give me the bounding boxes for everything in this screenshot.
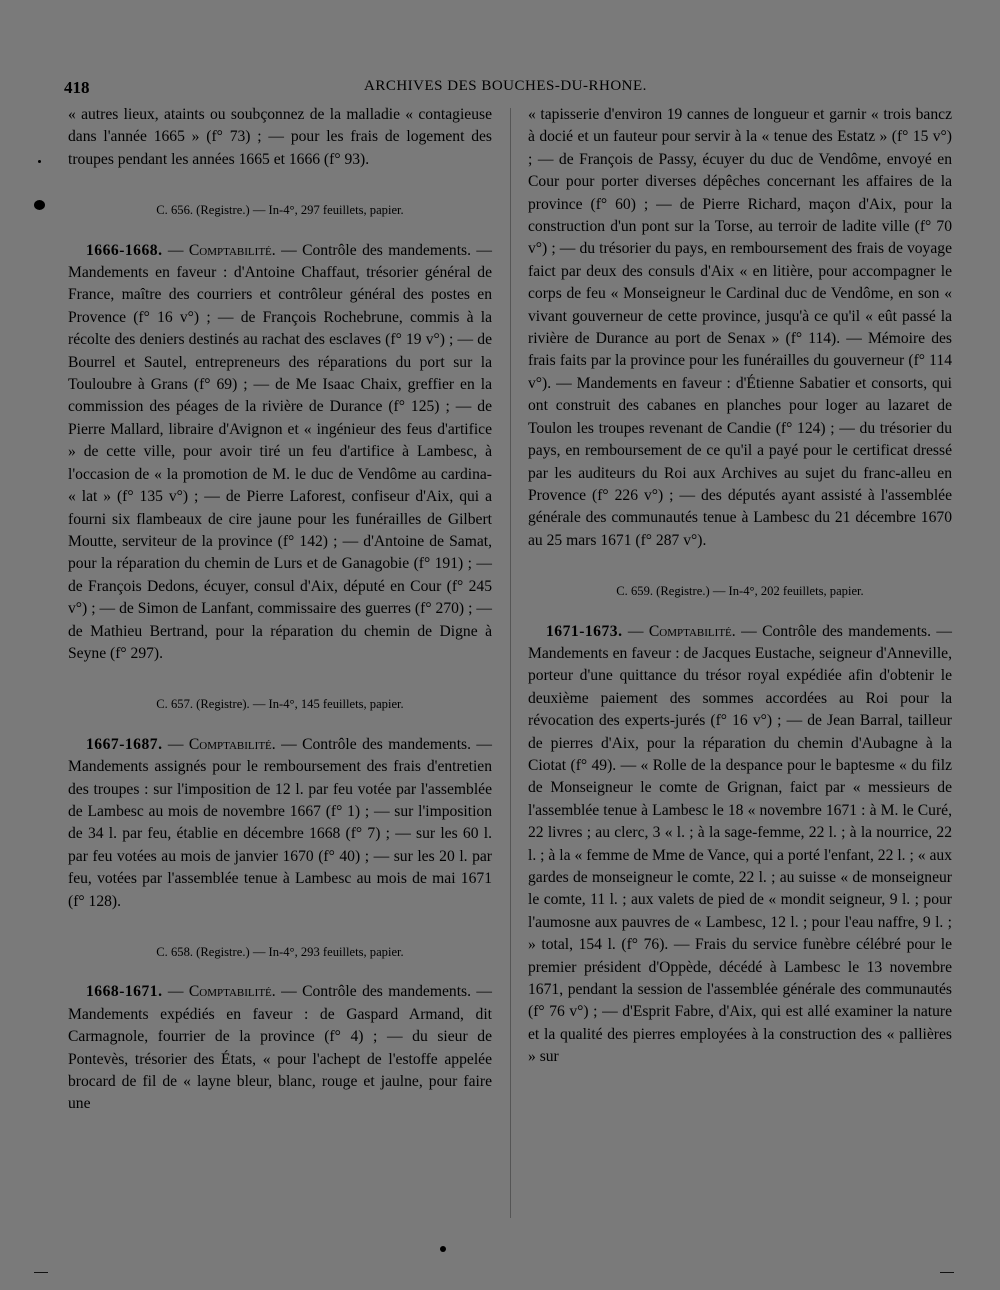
- entry-date: 1668-1671.: [86, 983, 163, 1001]
- entry-body: 1671-1673. — Comptabilité. — Contrôle des mandements. — Mandements en faveur : de Jacques Eustache, seigneur d'Anneville, porteur d'une quittance du trésor royal expédiée afin d'obtenir le deuxième paiement des sommes accordées au Roi pour la révocation des experts-jurés (f° 16 v°) ; — de Jean Barral, tailleur de pierres d'Aix, pour la réparation du chemin d'Aubagne à la Ciotat (f° 49). — « Rolle de la despance pour le baptesme « du filz de Monseigneur le comte de Grignan, faict par « messieurs de l'assemblée tenue à Lambesc le 18 « novembre 1671 : à M. le Curé, 22 livres ; au clerc, 3 « l. ; à la sage-femme, 22 l. ; à la nourrice, 22 l. ; à la « femme de Mme de Vance, qui a porté l'enfant, 22 l. ; « aux gardes de monseigneur le comte, 22 l. ; au suisse « de monseigneur le comte, 11 l. ; aux valets de pied de « mondit seigneur, 9 l. ; pour l'aumosne aux pauvres de « Lambesc, 12 l. ; pour l'eau naffre, 9 l. ; » total, 154 l. (f° 76). — Frais du service funèbre célébré pour le premier président d'Oppède, décédé à Lambesc le 13 novembre 1671, pendant la session de l'assemblée générale des communautés (f° 76 v°) ; — d'Esprit Fabre, d'Aix, qui est allé examiner la nature et la qualité des pierres employées à la construction des « pallières » sur: [528, 622, 953, 1066]
- margin-dash-mark: [940, 1272, 954, 1273]
- entry-c656: [68, 199, 492, 665]
- entry-rubric: Comptabilité.: [188, 735, 276, 753]
- ink-dot-mark: [38, 160, 41, 163]
- entry-reference: C. 659. (Registre.) — In-4°, 202 feuillets, papier.: [616, 584, 864, 599]
- margin-dash-mark: [34, 1272, 48, 1273]
- page-header: [64, 78, 948, 100]
- entry-c659: [528, 580, 952, 1069]
- entry-rubric: Comptabilité.: [648, 622, 736, 640]
- entry-reference: C. 657. (Registre). — In-4°, 145 feuillets, papier.: [156, 697, 404, 712]
- continued-text: « autres lieux, ataints ou soubçonnez de la malladie « contagieuse dans l'année 1665 » (f° 73) ; — pour les frais de logement des troupes pendant les années 1665 et 1666 (f° 93).: [68, 106, 492, 168]
- running-title: ARCHIVES DES BOUCHES-DU-RHONE.: [364, 78, 647, 94]
- entry-date: 1667-1687.: [86, 735, 163, 753]
- entry-body: 1666-1668. — Comptabilité. — Contrôle des mandements. — Mandements en faveur : d'Antoine Chaffaut, trésorier général de France, maître des courriers et contrôleur général des postes en Provence (f° 16 v°) ; — de François Rochebrune, commis à la récolte des deniers destinés au rachat des esclaves (f° 19 v°) ; — de Bourrel et Sautel, entrepreneurs des réparations du port sur la Touloubre à Grans (f° 69) ; — de Me Isaac Chaix, greffier en la commission des péages de la rivière de Durance (f° 125) ; — de Pierre Mallard, libraire d'Avignon et « ingénieur des feus d'artifice » de cette ville, pour avoir tiré un feu d'artifice à Lambesc, à l'occasion de « la promotion de M. le duc de Vendôme au cardina- « lat » (f° 135 v°) ; — de Pierre Laforest, confiseur d'Aix, qui a fourni six flambeaux de cire jaune pour les funérailles de Gilbert Moutte, serviteur de la province (f° 142) ; — d'Antoine de Samat, pour la réparation du chemin de Lurs et de Ganagobie (f° 191) ; — de François Dedons, écuyer, consul d'Aix, député en Cour (f° 245 v°) ; — de Simon de Lanfant, commissaire des guerres (f° 270) ; — de Mathieu Bertrand, pour la réparation du chemin de Digne à Seyne (f° 297).: [68, 241, 493, 662]
- entry-body: 1668-1671. — Comptabilité. — Contrôle des mandements. — Mandements expédiés en faveur : de Gaspard Armand, dit Carmagnole, fourrier de la province (f° 4) ; — du sieur de Pontevès, trésorier des États, « pour l'achept de l'estoffe appelée brocard de fil de « layne bleur, blanc, rouge et jaulne, pour faire une: [68, 983, 493, 1113]
- column-divider: [510, 108, 511, 1218]
- ink-blot-mark: [34, 200, 45, 210]
- entry-reference: C. 658. (Registre.) — In-4°, 293 feuillets, papier.: [156, 945, 404, 959]
- entry-date: 1671-1673.: [546, 622, 623, 640]
- entry-text: — Contrôle des mandements. — Mandements en faveur : d'Antoine Chaffaut, trésorier général de France, maître des courriers et contrôleur général des postes en Provence (f° 16 v°) ; — de François Rochebrune, commis à la récolte des deniers destinés au rachat des esclaves (f° 19 v°) ; — de Bourrel et Sautel, entrepreneurs des réparations du port sur la Touloubre à Grans (f° 69) ; — de Me Isaac Chaix, greffier en la commission des péages de la rivière de Durance (f° 125) ; — de Pierre Mallard, libraire d'Avignon et « ingénieur des feus d'artifice » de cette ville, pour avoir tiré un feu d'artifice à Lambesc, à l'occasion de « la promotion de M. le duc de Vendôme au cardina- « lat » (f° 135 v°) ; — de Pierre Laforest, confiseur d'Aix, qui a fourni six flambeaux de cire jaune pour les funérailles de Gilbert Moutte, serviteur de la province (f° 142) ; — d'Antoine de Samat, pour la réparation du chemin de Lurs et de Ganagobie (f° 191) ; — de François Dedons, écuyer, consul d'Aix, député en Cour (f° 245 v°) ; — de Simon de Lanfant, commissaire des guerres (f° 270) ; — de Mathieu Bertrand, pour la réparation du chemin de Digne à Seyne (f° 297).: [68, 241, 493, 662]
- left-column: [68, 104, 492, 1116]
- entry-reference: C. 656. (Registre.) — In-4°, 297 feuillets, papier.: [156, 203, 404, 218]
- entry-rubric: Comptabilité.: [188, 241, 276, 259]
- entry-rubric: Comptabilité.: [188, 983, 276, 1001]
- entry-c658: [68, 941, 492, 1116]
- entry-c657: [68, 693, 492, 913]
- entry-date: 1666-1668.: [86, 241, 163, 259]
- continued-text: « tapisserie d'environ 19 cannes de longueur et garnir « trois bancz à docié et un fauteur pour servir à la « tenue des Estatz » (f° 15 v°) ; — de François de Passy, écuyer du duc de Vendôme, envoyé en Cour pour porter diverses dépêches concernant les affaires de la province (f° 60) ; — de Pierre Richard, maçon d'Aix, pour la construction d'un pont sur la Torse, au terroir de ladite ville (f° 70 v°) ; — du trésorier du pays, en remboursement des frais de voyage faict par deux des consuls d'Aix « en litière, pour accompagner le corps de feu « Monseigneur le Cardinal duc de Vendôme, en son « vivant gouverneur de cette province, jusqu'à ce qu'il « eût passé la rivière de Durance au port de Senax » (f° 114). — Mémoire des frais faits par la province pour les funérailles du gouverneur (f° 114 v°). — Mandements en faveur : d'Étienne Sabatier et consorts, qui ont construit des cabanes en planches pour loger au lazaret de Toulon les troupes revenant de Candie (f° 124) ; — du trésorier du pays, en remboursement de ce qu'il a payé pour le certificat dressé par les auditeurs du Roi aux Archives au sujet du franc-alleu en Provence (f° 226 v°) ; — des députés ayant assisté à l'assemblée générale des communautés tenue à Lambesc du 21 décembre 1670 au 25 mars 1671 (f° 287 v°).: [528, 106, 952, 549]
- ink-dot-mark: [440, 1246, 446, 1252]
- entry-text: — Contrôle des mandements. — Mandements assignés pour le remboursement des frais d'entretien des troupes : sur l'imposition de 12 l. par feu votée par l'assemblée de Lambesc au mois de novembre 1667 (f° 1) ; — sur l'imposition de 34 l. par feu, établie en décembre 1668 (f° 7) ; — sur les 60 l. par feu votées au mois de janvier 1670 (f° 40) ; — sur les 20 l. par feu, votées par l'assemblée tenue à Lambesc au mois de mai 1671 (f° 128).: [68, 735, 493, 910]
- entry-text: — Contrôle des mandements. — Mandements expédiés en faveur : de Gaspard Armand, dit Carmagnole, fourrier de la province (f° 4) ; — du sieur de Pontevès, trésorier des États, « pour l'achept de l'estoffe appelée brocard de fil de « layne bleur, blanc, rouge et jaulne, pour faire une: [68, 983, 493, 1113]
- page-number: 418: [64, 78, 90, 97]
- entry-text: — Contrôle des mandements. — Mandements en faveur : de Jacques Eustache, seigneur d'Anneville, porteur d'une quittance du trésor royal expédiée afin d'obtenir le deuxième paiement des sommes accordées au Roi pour la révocation des experts-jurés (f° 16 v°) ; — de Jean Barral, tailleur de pierres d'Aix, pour la réparation du chemin d'Aubagne à la Ciotat (f° 49). — « Rolle de la despance pour le baptesme « du filz de Monseigneur le comte de Grignan, faict par « messieurs de l'assemblée tenue à Lambesc le 18 « novembre 1671 : à M. le Curé, 22 livres ; au clerc, 3 « l. ; à la sage-femme, 22 l. ; à la nourrice, 22 l. ; à la « femme de Mme de Vance, qui a porté l'enfant, 22 l. ; « aux gardes de monseigneur le comte, 22 l. ; au suisse « de monseigneur le comte, 11 l. ; aux valets de pied de « mondit seigneur, 9 l. ; pour l'aumosne aux pauvres de « Lambesc, 12 l. ; pour l'eau naffre, 9 l. ; » total, 154 l. (f° 76). — Frais du service funèbre célébré pour le premier président d'Oppède, décédé à Lambesc le 13 novembre 1671, pendant la session de l'assemblée générale des communautés (f° 76 v°) ; — d'Esprit Fabre, d'Aix, qui est allé examiner la nature et la qualité des pierres employées à la construction des « pallières » sur: [528, 622, 953, 1066]
- entry-body: 1667-1687. — Comptabilité. — Contrôle des mandements. — Mandements assignés pour le remboursement des frais d'entretien des troupes : sur l'imposition de 12 l. par feu votée par l'assemblée de Lambesc au mois de novembre 1667 (f° 1) ; — sur l'imposition de 34 l. par feu, établie en décembre 1668 (f° 7) ; — sur les 60 l. par feu votées au mois de janvier 1670 (f° 40) ; — sur les 20 l. par feu, votées par l'assemblée tenue à Lambesc au mois de mai 1671 (f° 128).: [68, 735, 493, 910]
- right-column: [528, 104, 952, 1069]
